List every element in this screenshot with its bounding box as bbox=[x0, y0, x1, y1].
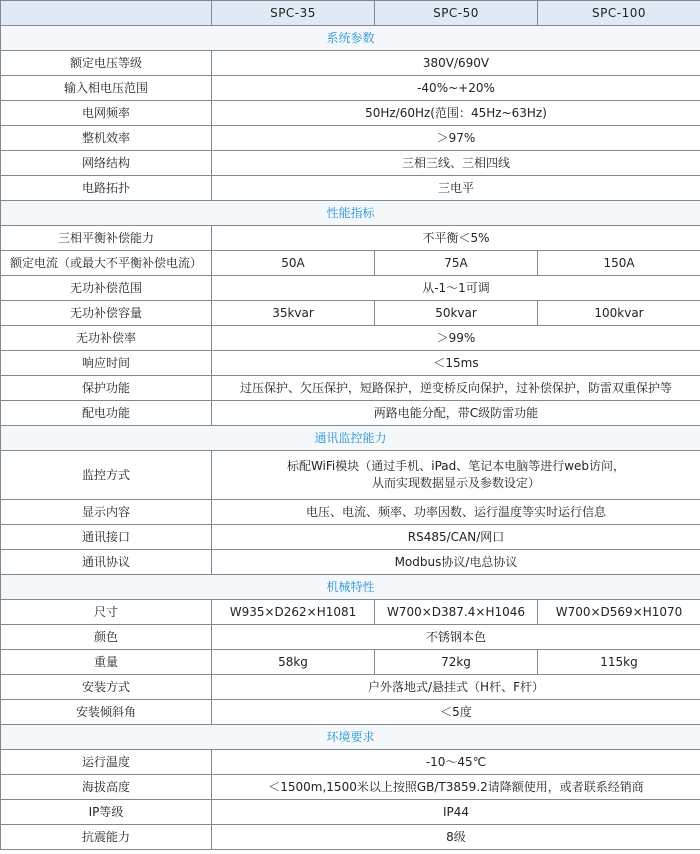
section-title-system: 系统参数 bbox=[1, 26, 700, 51]
row-value-spc35: W935×D262×H1081 bbox=[212, 600, 375, 625]
section-title-comm: 通讯监控能力 bbox=[1, 426, 700, 451]
table-row bbox=[1, 326, 700, 351]
row-label: 额定电压等级 bbox=[1, 51, 212, 76]
row-label: 配电功能 bbox=[1, 401, 212, 426]
row-value: 从-1～1可调 bbox=[212, 276, 700, 301]
row-value: 不平衡＜5% bbox=[212, 226, 700, 251]
row-value: 户外落地式/悬挂式（H杆、F杆） bbox=[212, 675, 700, 700]
row-value: ＜1500m,1500米以上按照GB/T3859.2请降额使用，或者联系经销商 bbox=[212, 775, 700, 800]
table-row bbox=[1, 251, 700, 276]
row-label: 海拔高度 bbox=[1, 775, 212, 800]
row-value-spc50: 75A bbox=[375, 251, 538, 276]
row-label: 额定电流（或最大不平衡补偿电流） bbox=[1, 251, 212, 276]
row-label: 整机效率 bbox=[1, 126, 212, 151]
table-row bbox=[1, 176, 700, 201]
row-label: 颜色 bbox=[1, 625, 212, 650]
row-value-spc50: 72kg bbox=[375, 650, 538, 675]
col-header-spc100: SPC-100 bbox=[538, 1, 700, 26]
row-value: 50Hz/60Hz(范围：45Hz~63Hz) bbox=[212, 101, 700, 126]
row-label: 抗震能力 bbox=[1, 825, 212, 850]
row-label: 网络结构 bbox=[1, 151, 212, 176]
row-value: ＜5度 bbox=[212, 700, 700, 725]
row-label: 响应时间 bbox=[1, 351, 212, 376]
row-value: 三电平 bbox=[212, 176, 700, 201]
row-label: 安装倾斜角 bbox=[1, 700, 212, 725]
table-row bbox=[1, 675, 700, 700]
section-title-performance: 性能指标 bbox=[1, 201, 700, 226]
row-value-spc35: 50A bbox=[212, 251, 375, 276]
table-row bbox=[1, 351, 700, 376]
table-row bbox=[1, 500, 700, 525]
row-value-spc100: 115kg bbox=[538, 650, 700, 675]
row-label: 通讯协议 bbox=[1, 550, 212, 575]
table-row bbox=[1, 625, 700, 650]
row-value: ＞99% bbox=[212, 326, 700, 351]
row-value-spc100: W700×D569×H1070 bbox=[538, 600, 700, 625]
row-label: 电网频率 bbox=[1, 101, 212, 126]
row-value-line: 标配WiFi模块（通过手机、iPad、笔记本电脑等进行web访问， bbox=[286, 459, 626, 473]
table-row bbox=[1, 276, 700, 301]
row-value: 两路电能分配，带C级防雷功能 bbox=[212, 401, 700, 426]
header-corner-cell bbox=[1, 1, 212, 26]
row-value-spc35: 58kg bbox=[212, 650, 375, 675]
row-label: 无功补偿率 bbox=[1, 326, 212, 351]
row-value: RS485/CAN/网口 bbox=[212, 525, 700, 550]
table-row bbox=[1, 525, 700, 550]
row-value-spc100: 150A bbox=[538, 251, 700, 276]
table-row bbox=[1, 600, 700, 625]
table-row bbox=[1, 700, 700, 725]
row-value: 电压、电流、频率、功率因数、运行温度等实时运行信息 bbox=[212, 500, 700, 525]
row-value: 过压保护、欠压保护，短路保护，逆变桥反向保护，过补偿保护，防雷双重保护等 bbox=[212, 376, 700, 401]
row-value: -40%~+20% bbox=[212, 76, 700, 101]
row-label: 三相平衡补偿能力 bbox=[1, 226, 212, 251]
row-value: IP44 bbox=[212, 800, 700, 825]
table-row bbox=[1, 376, 700, 401]
row-label: 无功补偿容量 bbox=[1, 301, 212, 326]
table-row bbox=[1, 550, 700, 575]
section-row-mechanical bbox=[1, 575, 700, 600]
table-row bbox=[1, 301, 700, 326]
row-value-spc35: 35kvar bbox=[212, 301, 375, 326]
col-header-spc35: SPC-35 bbox=[212, 1, 375, 26]
table-row bbox=[1, 825, 700, 850]
table-row bbox=[1, 650, 700, 675]
table-row bbox=[1, 451, 700, 500]
table-row bbox=[1, 151, 700, 176]
header-row bbox=[1, 1, 700, 26]
row-label: 运行温度 bbox=[1, 750, 212, 775]
section-row-comm bbox=[1, 426, 700, 451]
section-row-performance bbox=[1, 201, 700, 226]
row-label: IP等级 bbox=[1, 800, 212, 825]
row-value: 380V/690V bbox=[212, 51, 700, 76]
table-row bbox=[1, 226, 700, 251]
row-label: 重量 bbox=[1, 650, 212, 675]
table-row bbox=[1, 126, 700, 151]
row-label: 无功补偿范围 bbox=[1, 276, 212, 301]
row-label: 安装方式 bbox=[1, 675, 212, 700]
row-value: -10～45℃ bbox=[212, 750, 700, 775]
table-row bbox=[1, 775, 700, 800]
row-value: ＞97% bbox=[212, 126, 700, 151]
row-label: 尺寸 bbox=[1, 600, 212, 625]
row-value bbox=[212, 451, 700, 500]
table-row bbox=[1, 401, 700, 426]
row-label: 通讯接口 bbox=[1, 525, 212, 550]
row-label: 监控方式 bbox=[1, 451, 212, 500]
row-value: 不锈钢本色 bbox=[212, 625, 700, 650]
table-row bbox=[1, 76, 700, 101]
row-value: 8级 bbox=[212, 825, 700, 850]
table-row bbox=[1, 51, 700, 76]
section-row-environment bbox=[1, 725, 700, 750]
row-value-spc50: W700×D387.4×H1046 bbox=[375, 600, 538, 625]
row-label: 显示内容 bbox=[1, 500, 212, 525]
row-value-spc50: 50kvar bbox=[375, 301, 538, 326]
row-label: 输入相电压范围 bbox=[1, 76, 212, 101]
row-value-spc100: 100kvar bbox=[538, 301, 700, 326]
row-label: 电路拓扑 bbox=[1, 176, 212, 201]
row-value: 三相三线、三相四线 bbox=[212, 151, 700, 176]
col-header-spc50: SPC-50 bbox=[375, 1, 538, 26]
row-value: ＜15ms bbox=[212, 351, 700, 376]
section-title-environment: 环境要求 bbox=[1, 725, 700, 750]
table-row bbox=[1, 750, 700, 775]
section-row-system bbox=[1, 26, 700, 51]
row-value: Modbus协议/电总协议 bbox=[212, 550, 700, 575]
row-label: 保护功能 bbox=[1, 376, 212, 401]
table-row bbox=[1, 800, 700, 825]
table-row bbox=[1, 101, 700, 126]
section-title-mechanical: 机械特性 bbox=[1, 575, 700, 600]
row-value-line: 从而实现数据显示及参数设定） bbox=[371, 476, 540, 490]
